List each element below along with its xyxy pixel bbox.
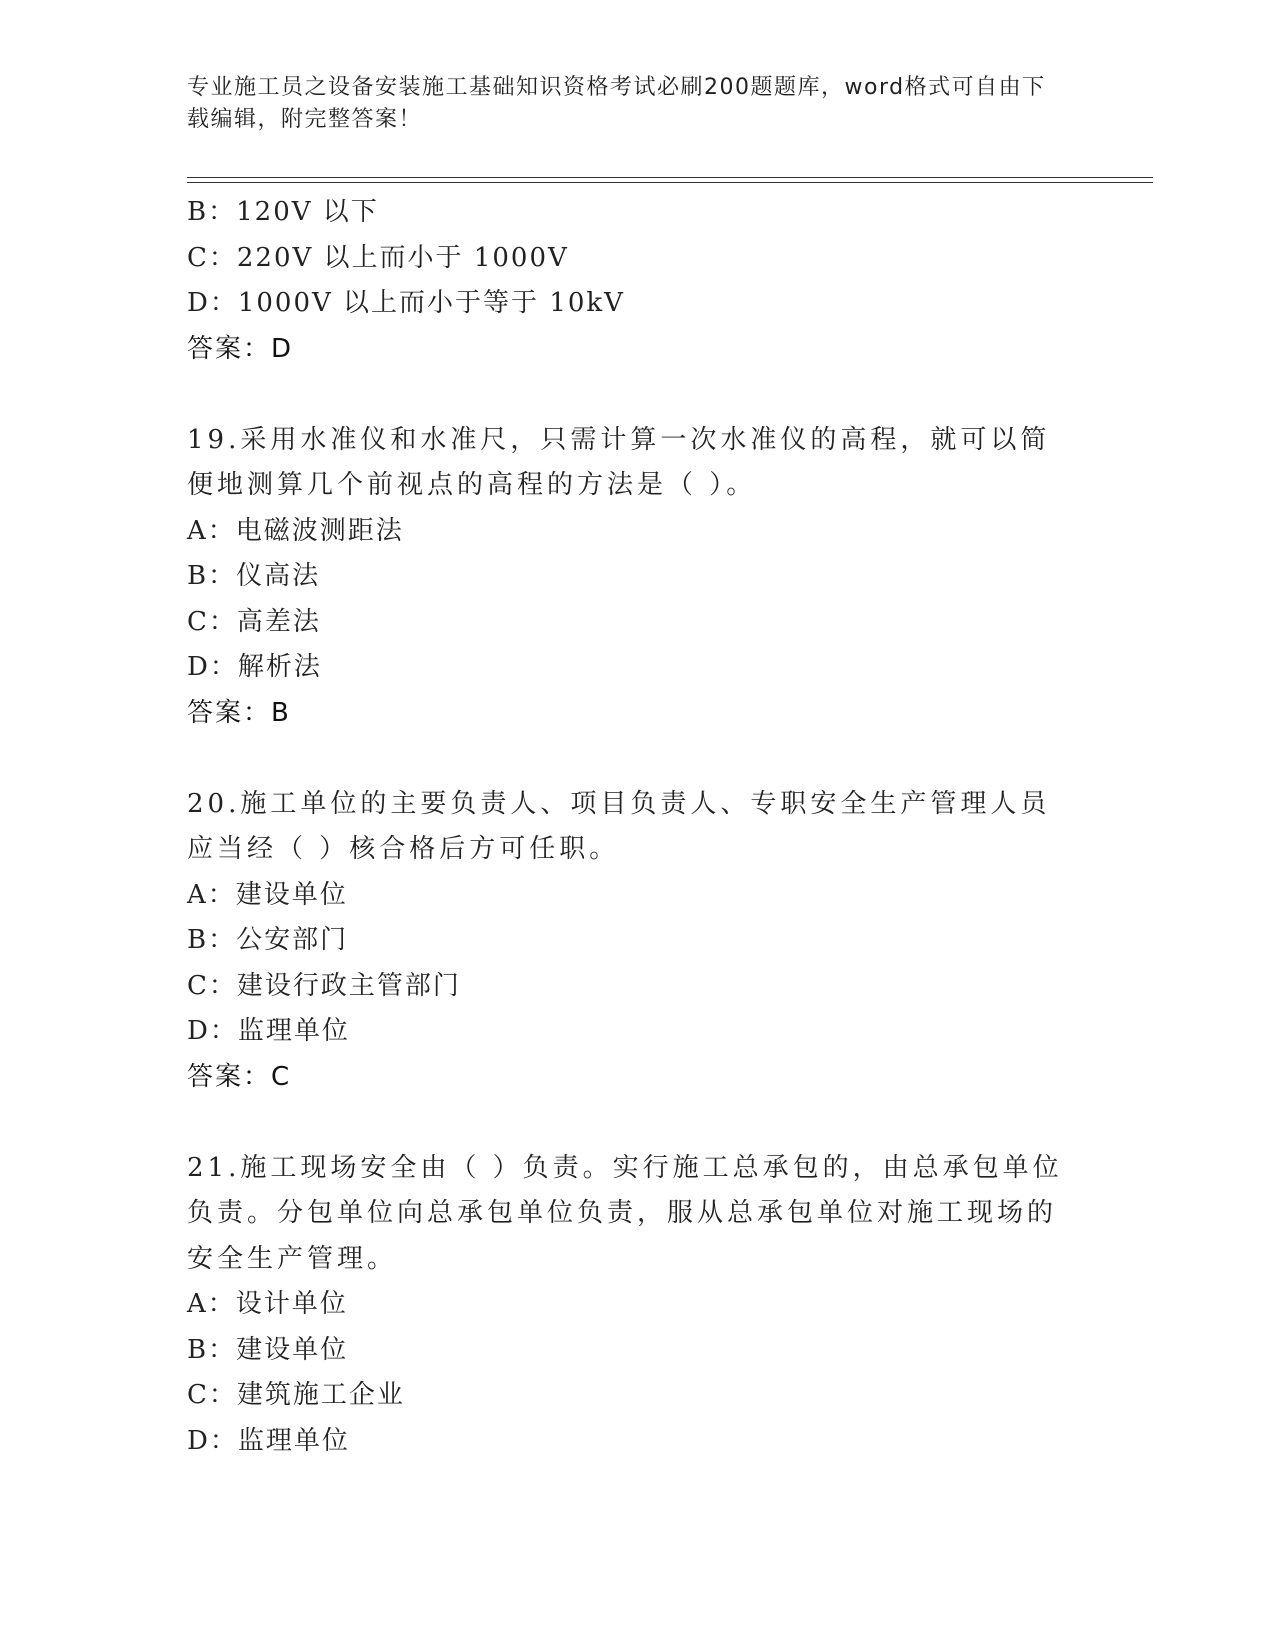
spacer: [187, 372, 1087, 418]
answer-line: 答案：C: [187, 1061, 292, 1092]
header-divider-bottom: [187, 182, 1153, 183]
option-a: A：建设单位: [187, 879, 348, 910]
question-stem: 21.施工现场安全由（ ）负责。实行施工总承包的，由总承包单位负责。分包单位向总承包单位负责，服从总承包单位对施工现场的安全生产管理。: [187, 1152, 1063, 1274]
spacer: [187, 1100, 1087, 1146]
question-19: [187, 418, 1087, 737]
option-a: A：电磁波测距法: [187, 515, 404, 546]
option-d: D：监理单位: [187, 1425, 350, 1456]
option-d: D：解析法: [187, 652, 322, 682]
question-18: [187, 190, 1087, 372]
question-stem: 19.采用水准仪和水准尺，只需计算一次水准仪的高程，就可以简便地测算几个前视点的高程的方法是（ ）。: [187, 424, 1051, 500]
option-c: C：建筑施工企业: [187, 1380, 405, 1410]
option-b: B：120V 以下: [187, 197, 379, 227]
option-b: B：建设单位: [187, 1334, 349, 1365]
option-d: D：监理单位: [187, 1016, 350, 1046]
option-c: C：220V 以上而小于 1000V: [187, 242, 569, 273]
answer-line: 答案：B: [187, 697, 291, 728]
option-c: C：高差法: [187, 606, 321, 637]
spacer: [187, 736, 1087, 782]
question-20: [187, 782, 1087, 1101]
header-divider-top: [187, 177, 1153, 178]
question-list: [187, 190, 1087, 1464]
option-b: B：公安部门: [187, 925, 349, 955]
option-d: D：1000V 以上而小于等于 10kV: [187, 288, 625, 318]
question-21: [187, 1146, 1087, 1465]
option-b: B：仪高法: [187, 561, 321, 591]
option-c: C：建设行政主管部门: [187, 970, 461, 1001]
option-a: A：设计单位: [187, 1289, 348, 1319]
question-stem: 20.施工单位的主要负责人、项目负责人、专职安全生产管理人员应当经（ ）核合格后方可任职。: [187, 788, 1051, 864]
answer-line: 答案：D: [187, 333, 294, 364]
document-header: 专业施工员之设备安装施工基础知识资格考试必刷200题题库，word格式可自由下载编辑，附完整答案！: [187, 75, 1046, 132]
